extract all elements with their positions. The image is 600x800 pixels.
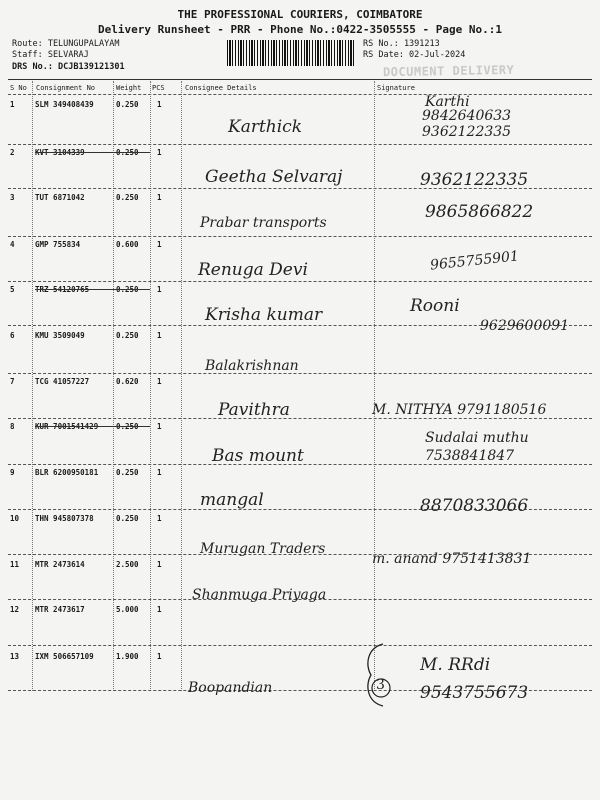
row-consignee: Shanmuga Priyaga <box>192 587 327 603</box>
company-title: THE PROFESSIONAL COURIERS, COIMBATORE <box>177 8 423 21</box>
row-rule <box>8 645 592 646</box>
row-weight: 0.250 <box>116 193 139 202</box>
row-weight: 0.250 <box>116 331 139 340</box>
row-consignment: TRZ 54120765 <box>35 285 90 294</box>
row-signature: m. anand 9751413831 <box>372 551 532 567</box>
row-weight: 0.600 <box>116 240 139 249</box>
row-weight: 0.250 <box>116 100 139 109</box>
row-pcs: 1 <box>157 148 162 157</box>
col-sno: S No <box>10 84 27 92</box>
row-consignee: Krisha kumar <box>205 305 323 325</box>
row-sno: 13 <box>10 652 20 661</box>
row-weight: 0.250 <box>116 148 139 157</box>
row-consignment: MTR 2473614 <box>35 560 85 569</box>
row-pcs: 1 <box>157 468 162 477</box>
row-signature-phone: 9842640633 <box>422 108 512 124</box>
row-consignee: Balakrishnan <box>205 358 299 374</box>
signature-bracket-icon <box>355 640 415 710</box>
row-consignment: MTR 2473617 <box>35 605 85 614</box>
row-signature-phone: 7538841847 <box>425 448 515 464</box>
row-rule <box>8 281 592 282</box>
rs-date: RS Date: 02-Jul-2024 <box>363 50 466 60</box>
row-sno: 12 <box>10 605 20 614</box>
row-weight: 2.500 <box>116 560 139 569</box>
row-rule <box>8 236 592 237</box>
row-sno: 11 <box>10 560 20 569</box>
row-consignee: Murugan Traders <box>200 541 326 557</box>
row-signature: M. RRdi <box>420 655 491 675</box>
barcode <box>227 40 355 66</box>
row-pcs: 1 <box>157 285 162 294</box>
row-consignment: SLM 349408439 <box>35 100 94 109</box>
row-consignment: TCG 41057227 <box>35 377 90 386</box>
row-signature: 9865866822 <box>425 202 534 222</box>
row-consignment: KUR 7001541429 <box>35 422 99 431</box>
col-pcs: PCS <box>152 84 165 92</box>
row-pcs: 1 <box>157 240 162 249</box>
strike-line <box>35 152 150 153</box>
row-consignment: GMP 755834 <box>35 240 81 249</box>
row-weight: 0.620 <box>116 377 139 386</box>
row-consignment: IXM 506657109 <box>35 652 94 661</box>
drs-number: DRS No.: DCJB139121301 <box>12 62 125 72</box>
row-signature-phone: 9629600091 <box>480 318 570 334</box>
row-sno: 1 <box>10 100 15 109</box>
row-pcs: 1 <box>157 514 162 523</box>
row-pcs: 1 <box>157 560 162 569</box>
row-signature-phone: 9543755673 <box>420 683 529 703</box>
row-pcs: 1 <box>157 605 162 614</box>
row-pcs: 1 <box>157 193 162 202</box>
row-weight: 0.250 <box>116 468 139 477</box>
row-consignee: Renuga Devi <box>198 260 308 280</box>
row-consignment: KMU 3509049 <box>35 331 85 340</box>
row-rule <box>8 418 592 419</box>
col-consignment: Consignment No <box>36 84 96 92</box>
row-sno: 7 <box>10 377 15 386</box>
row-sno: 9 <box>10 468 15 477</box>
row-rule <box>8 144 592 145</box>
document-delivery-stamp: DOCUMENT DELIVERY <box>382 62 515 80</box>
col-consignee: Consignee Details <box>185 84 257 92</box>
row-pcs: 1 <box>157 331 162 340</box>
row-pcs: 1 <box>157 422 162 431</box>
row-signature: Sudalai muthu <box>425 430 529 446</box>
row-sno: 4 <box>10 240 15 249</box>
table-top-rule <box>8 79 592 80</box>
row-sno: 6 <box>10 331 15 340</box>
row-rule <box>8 373 592 374</box>
row-signature-phone: 9362122335 <box>422 124 512 140</box>
header-rule <box>8 94 592 95</box>
row-sno: 3 <box>10 193 15 202</box>
row-sno: 5 <box>10 285 15 294</box>
row-consignee: Geetha Selvaraj <box>205 167 343 187</box>
row-sno: 8 <box>10 422 15 431</box>
rs-number: RS No.: 1391213 <box>363 39 440 49</box>
row-sno: 10 <box>10 514 20 523</box>
row-weight: 1.900 <box>116 652 139 661</box>
row-consignee: Pavithra <box>218 400 290 420</box>
row-consignee: Karthick <box>228 117 303 137</box>
row-signature: 9362122335 <box>420 170 529 190</box>
row-consignee: Prabar transports <box>200 215 327 231</box>
row-signature: 8870833066 <box>420 496 529 516</box>
route-label: Route: TELUNGUPALAYAM <box>12 39 120 49</box>
col-signature: Signature <box>377 84 415 92</box>
strike-line <box>35 289 150 290</box>
staff-label: Staff: SELVARAJ <box>12 50 89 60</box>
row-consignment: KVT 3104339 <box>35 148 85 157</box>
row-pcs: 1 <box>157 377 162 386</box>
strike-line <box>35 426 150 427</box>
row-consignment: BLR 6200950181 <box>35 468 99 477</box>
row-consignment: TUT 6871042 <box>35 193 85 202</box>
row-signature: Karthi <box>425 94 470 110</box>
row-signature: M. NITHYA 9791180516 <box>372 402 547 418</box>
row-weight: 0.250 <box>116 514 139 523</box>
row-signature-mark: 3 <box>376 677 385 693</box>
row-signature: Rooni <box>410 296 460 316</box>
row-consignee: Bas mount <box>212 446 304 466</box>
row-signature: 9655755901 <box>429 248 520 274</box>
row-weight: 5.000 <box>116 605 139 614</box>
row-consignment: THN 945807378 <box>35 514 94 523</box>
row-consignee: Boopandian <box>188 680 273 696</box>
col-weight: Weight <box>116 84 142 92</box>
row-pcs: 1 <box>157 652 162 661</box>
row-pcs: 1 <box>157 100 162 109</box>
row-weight: 0.250 <box>116 422 139 431</box>
row-consignee: mangal <box>200 490 264 510</box>
row-weight: 0.250 <box>116 285 139 294</box>
runsheet-title: Delivery Runsheet - PRR - Phone No.:0422-3505555 - Page No.:1 <box>98 23 502 36</box>
row-sno: 2 <box>10 148 15 157</box>
